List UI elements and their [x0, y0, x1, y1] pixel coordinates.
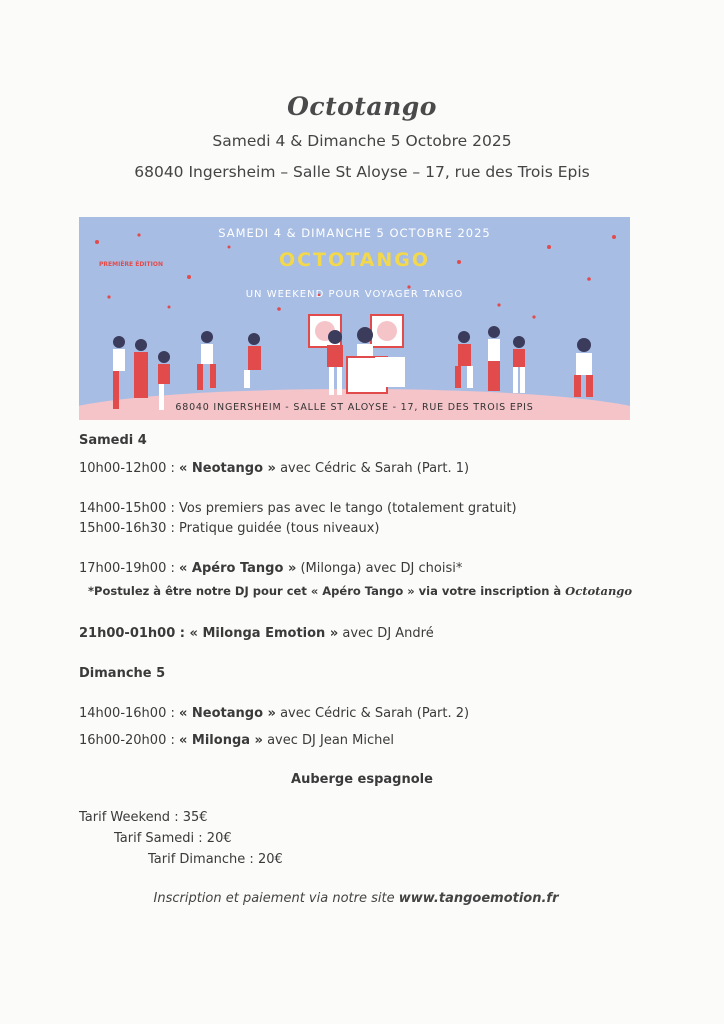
slot-time: 10h00-12h00 : [79, 461, 179, 476]
slot-time: 16h00-20h00 : [79, 733, 179, 748]
footer-text: Inscription et paiement via notre site [153, 891, 399, 906]
slot-time: 17h00-19h00 : [79, 561, 179, 576]
banner-address: 68040 INGERSHEIM - SALLE ST ALOYSE - 17, RUE DES TROIS EPIS [175, 402, 534, 413]
price-dimanche: Tarif Dimanche : 20€ [148, 852, 283, 867]
slot-event: « Neotango » [178, 461, 276, 476]
slot-event: 21h00-01h00 : « Milonga Emotion » [79, 626, 339, 641]
event-dates: Samedi 4 & Dimanche 5 Octobre 2025 [212, 132, 512, 150]
slot-details: avec DJ Jean Michel [262, 733, 394, 748]
dj-booth [309, 315, 405, 395]
saturday-heading: Samedi 4 [79, 433, 147, 448]
sunday-heading: Dimanche 5 [79, 666, 166, 681]
event-venue: 68040 Ingersheim – Salle St Aloyse – 17, rue des Trois Epis [134, 163, 590, 181]
saturday-slot-milonga-emotion [79, 626, 434, 641]
slot-details: avec Cédric & Sarah (Part. 2) [275, 706, 470, 721]
banner-illustration [79, 217, 630, 420]
slot-details: avec Cédric & Sarah (Part. 1) [275, 461, 470, 476]
auberge-heading: Auberge espagnole [291, 772, 433, 787]
saturday-slot-first-steps: 14h00-15h00 : Vos premiers pas avec le tango (totalement gratuit) [79, 501, 517, 516]
event-banner [79, 217, 630, 420]
page-title: Octotango [287, 92, 437, 121]
slot-event: « Apéro Tango » [178, 561, 297, 576]
slot-event: « Neotango » [178, 706, 276, 721]
note-text: *Postulez à être notre DJ pour cet « Apéro Tango » via votre inscription à [88, 584, 566, 598]
slot-time: 14h00-16h00 : [79, 706, 179, 721]
note-brand: Octotango [565, 584, 633, 598]
sunday-slot-neotango [79, 706, 469, 721]
banner-title: OCTOTANGO [278, 249, 431, 271]
slot-details: (Milonga) avec DJ choisi* [296, 561, 463, 576]
saturday-slot-pratique: 15h00-16h30 : Pratique guidée (tous niveaux) [79, 521, 380, 536]
saturday-slot-apero [79, 561, 462, 576]
music-notes [95, 233, 616, 318]
sunday-slot-milonga [79, 733, 394, 748]
registration-footer [0, 891, 712, 906]
banner-tagline: UN WEEKEND POUR VOYAGER TANGO [245, 289, 464, 300]
banner-edition: PREMIÈRE ÉDITION [99, 261, 163, 268]
website-link[interactable]: www.tangoemotion.fr [398, 891, 559, 906]
dj-call-note [88, 584, 632, 598]
slot-event: « Milonga » [178, 733, 263, 748]
banner-date: SAMEDI 4 & DIMANCHE 5 OCTOBRE 2025 [218, 226, 491, 240]
dancers-right [455, 326, 593, 397]
price-samedi: Tarif Samedi : 20€ [114, 831, 232, 846]
price-weekend: Tarif Weekend : 35€ [79, 810, 208, 825]
saturday-slot-neotango [79, 461, 469, 476]
slot-details: avec DJ André [338, 626, 434, 641]
